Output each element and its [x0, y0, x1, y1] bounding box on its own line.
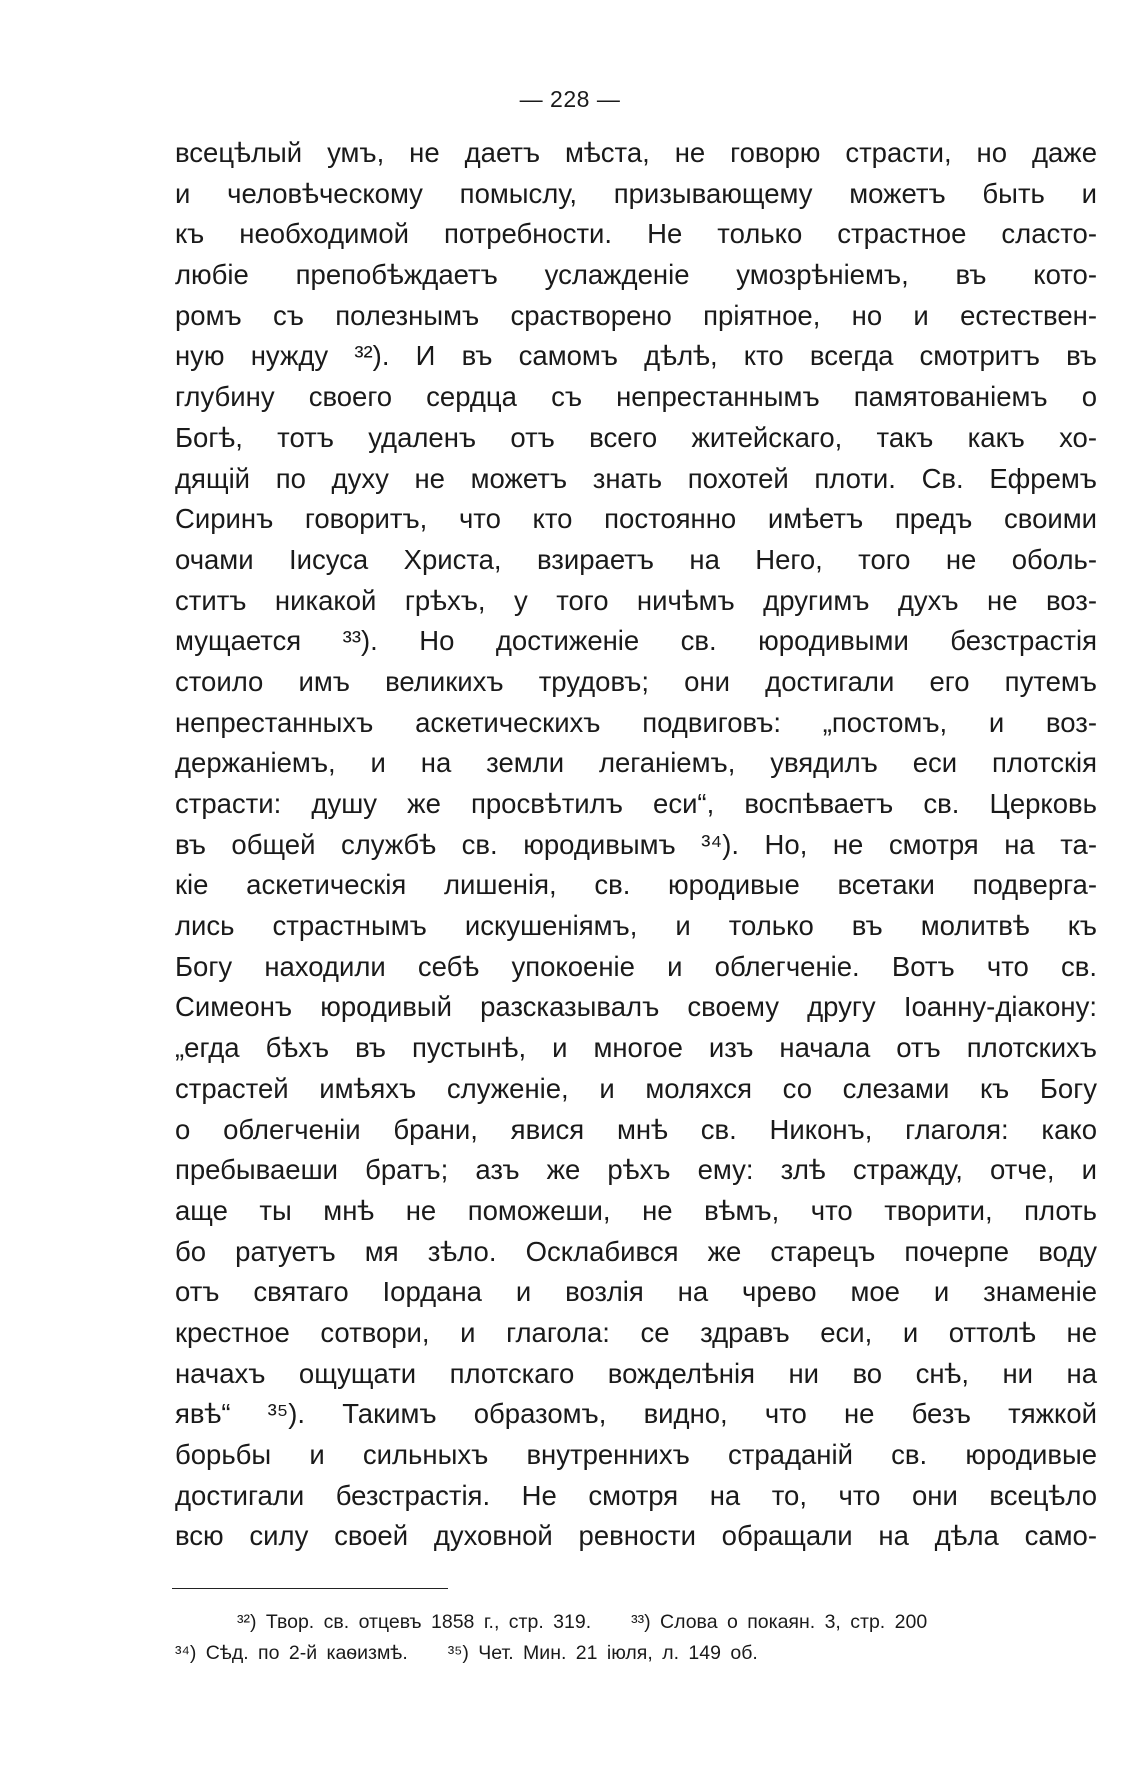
text-line: непрестанныхъ аскетическихъ подвиговъ: „постомъ, и воз-: [175, 706, 1097, 738]
text-line: глубину своего сердца съ непрестаннымъ памятованіемъ о: [175, 381, 1097, 413]
text-line: всецѣлый умъ, не даетъ мѣста, не говорю страсти, но даже: [175, 137, 1097, 168]
text-line: къ необходимой потребности. Не только страстное сласто-: [175, 218, 1097, 250]
text-line: всю силу своей духовной ревности обращали на дѣла само-: [175, 1520, 1097, 1552]
text-line: явѣ“ ³⁵). Такимъ образомъ, видно, что не безъ тяжкой: [175, 1398, 1097, 1430]
footnote-32: ³²) Твор. св. отцевъ 1858 г., стр. 319.: [237, 1611, 592, 1633]
footnote-33: ³³) Слова о покаян. 3, стр. 200: [631, 1611, 928, 1633]
text-line: начахъ ощущати плотскаго вожделѣнія ни во снѣ, ни на: [175, 1357, 1097, 1389]
footnotes: [175, 1607, 1097, 1669]
text-line: борьбы и сильныхъ внутреннихъ страданій св. юродивые: [175, 1439, 1097, 1470]
text-line: Богу находили себѣ упокоеніе и облегченіе. Вотъ что св.: [175, 950, 1097, 982]
footnote-line: [175, 1638, 1097, 1669]
body-text: [175, 133, 1097, 1557]
text-line: аще ты мнѣ не поможеши, не вѣмъ, что творити, плоть: [175, 1194, 1097, 1226]
footnote-35: ³⁵) Чет. Мин. 21 іюля, л. 149 об.: [447, 1642, 758, 1664]
text-line: ромъ съ полезнымъ срастворено пріятное, но и естествен-: [175, 299, 1097, 331]
text-line: достигали безстрастія. Не смотря на то, что они всецѣло: [175, 1479, 1097, 1511]
footnote-divider: [172, 1588, 448, 1589]
footnote-line: [175, 1607, 1097, 1638]
text-line: въ общей службѣ св. юродивымъ ³⁴). Но, не смотря на та-: [175, 828, 1097, 860]
text-line: держаніемъ, и на земли леганіемъ, увядилъ еси плотскія: [175, 747, 1097, 779]
text-line: кіе аскетическія лишенія, св. юродивые всетаки подверга-: [175, 869, 1097, 901]
text-line: „егда бѣхъ въ пустынѣ, и многое изъ начала отъ плотскихъ: [175, 1032, 1097, 1064]
text-line: ститъ никакой грѣхъ, у того ничѣмъ другимъ духъ не воз-: [175, 584, 1097, 616]
text-line: Сиринъ говоритъ, что кто постоянно имѣетъ предъ своими: [175, 503, 1097, 535]
text-line: крестное сотвори, и глагола: се здравъ еси, и оттолѣ не: [175, 1316, 1097, 1348]
text-line: мущается ³³). Но достиженіе св. юродивыми безстрастія: [175, 625, 1097, 657]
text-line: бо ратуетъ мя зѣло. Осклабився же старецъ почерпе воду: [175, 1235, 1097, 1267]
text-line: лись страстнымъ искушеніямъ, и только въ молитвѣ къ: [175, 910, 1097, 942]
text-line: ную нужду ³²). И въ самомъ дѣлѣ, кто всегда смотритъ въ: [175, 340, 1097, 372]
text-line: очами Іисуса Христа, взираетъ на Него, того не оболь-: [175, 543, 1097, 575]
text-line: страстей имѣяхъ служеніе, и моляхся со слезами къ Богу: [175, 1072, 1097, 1104]
text-line: пребываеши братъ; азъ же рѣхъ ему: злѣ стражду, отче, и: [175, 1154, 1097, 1186]
text-line: любіе препобѣждаетъ услажденіе умозрѣніемъ, въ кото-: [175, 259, 1097, 291]
text-line: стоило имъ великихъ трудовъ; они достигали его путемъ: [175, 665, 1097, 697]
text-line: Богѣ, тотъ удаленъ отъ всего житейскаго, такъ какъ хо-: [175, 421, 1097, 453]
page-number: — 228 —: [519, 86, 621, 112]
text-line: отъ святаго Іордана и возлія на чрево мое и знаменіе: [175, 1276, 1097, 1308]
text-line: дящій по духу не можетъ знать похотей плоти. Св. Ефремъ: [175, 462, 1097, 494]
text-line: и человѣческому помыслу, призывающему можетъ быть и: [175, 177, 1097, 209]
text-line: о облегченіи брани, явися мнѣ св. Никонъ, глаголя: како: [175, 1113, 1097, 1145]
footnote-34: ³⁴) Сѣд. по 2-й каѳизмѣ.: [175, 1642, 408, 1664]
text-line: Симеонъ юродивый разсказывалъ своему другу Іоанну-діакону:: [175, 991, 1097, 1023]
text-line: страсти: душу же просвѣтилъ еси“, воспѣваетъ св. Церковь: [175, 788, 1097, 819]
